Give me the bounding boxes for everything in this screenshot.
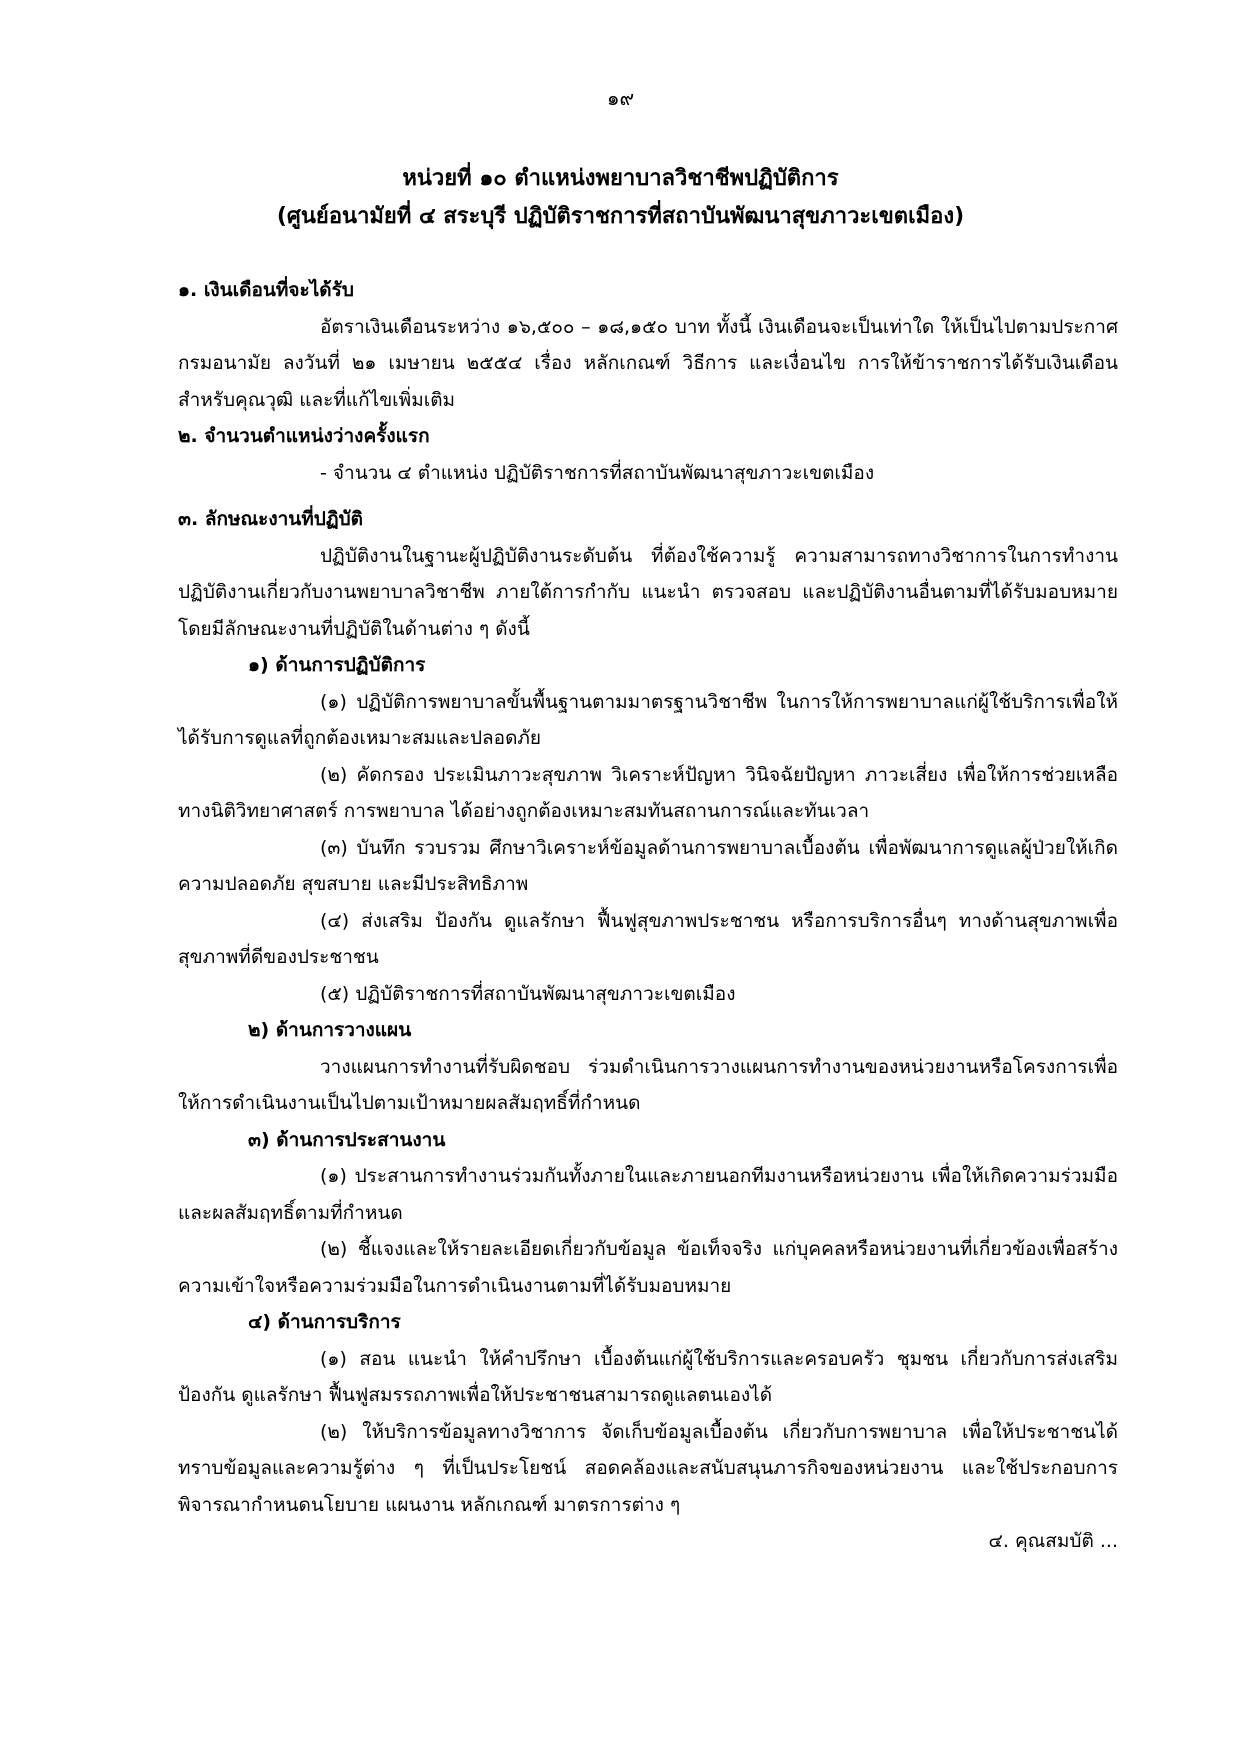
planning-paragraph: วางแผนการทำงานที่รับผิดชอบ ร่วมดำเนินการวางแผนการทำงานของหน่วยงานหรือโครงการเพื่อให้การดำเนินงานเป็นไปตามเป้าหมายผลสัมฤทธิ์ที่กำหนด (178, 1055, 1118, 1114)
service-item-1: (๑) สอน แนะนำ ให้คำปรึกษา เบื้องต้นแก่ผู้ใช้บริการและครอบครัว ชุมชน เกี่ยวกับการส่งเสริม ป้องกัน ดูแลรักษา ฟื้นฟูสมรรถภาพเพื่อให้ประชาชนสามารถดูแลตนเองได้ (178, 1347, 1118, 1406)
document-body (178, 272, 1118, 1560)
subheading-planning: ๒) ด้านการวางแผน (248, 1019, 412, 1041)
vacancies-item: - จำนวน ๔ ตำแหน่ง ปฏิบัติราชการที่สถาบันพัฒนาสุขภาวะเขตเมือง (320, 461, 875, 484)
coordination-item-1: (๑) ประสานการทำงานร่วมกันทั้งภายในและภายนอกทีมงานหรือหน่วยงาน เพื่อให้เกิดความร่วมมือและผลสัมฤทธิ์ตามที่กำหนด (178, 1165, 1118, 1224)
page-number: ๑๙ (606, 86, 635, 110)
operations-item-2: (๒) คัดกรอง ประเมินภาวะสุขภาพ วิเคราะห์ปัญหา วินิจฉัยปัญหา ภาวะเสี่ยง เพื่อให้การช่วยเหลือทางนิติวิทยาศาสตร์ การพยาบาล ได้อย่างถูกต้องเหมาะสมทันสถานการณ์และทันเวลา (178, 763, 1118, 822)
operations-item-5: (๕) ปฏิบัติราชการที่สถาบันพัฒนาสุขภาวะเขตเมือง (320, 982, 736, 1005)
salary-paragraph: อัตราเงินเดือนระหว่าง ๑๖,๕๐๐ – ๑๘,๑๕๐ บาท ทั้งนี้ เงินเดือนจะเป็นเท่าใด ให้เป็นไปตามประกาศกรมอนามัย ลงวันที่ ๒๑ เมษายน ๒๕๕๔ เรื่อง หลักเกณฑ์ วิธีการ และเงื่อนไข การให้ข้าราชการได้รับเงินเดือนสำหรับคุณวุฒิ และที่แก้ไขเพิ่มเติม (178, 315, 1118, 411)
operations-item-1: (๑) ปฏิบัติการพยาบาลขั้นพื้นฐานตามมาตรฐานวิชาชีพ ในการให้การพยาบาลแก่ผู้ใช้บริการเพื่อให้ได้รับการดูแลที่ถูกต้องเหมาะสมและปลอดภัย (178, 690, 1118, 749)
page-title: หน่วยที่ ๑๐ ตำแหน่งพยาบาลวิชาชีพปฏิบัติการ (402, 166, 839, 191)
service-item-2: (๒) ให้บริการข้อมูลทางวิชาการ จัดเก็บข้อมูลเบื้องต้น เกี่ยวกับการพยาบาล เพื่อให้ประชาชนได้ทราบข้อมูลและความรู้ต่าง ๆ ที่เป็นประโยชน์ สอดคล้องและสนับสนุนภารกิจของหน่วยงาน และใช้ประกอบการพิจารณากำหนดนโยบาย แผนงาน หลักเกณฑ์ มาตรการต่าง ๆ (178, 1420, 1118, 1516)
section-heading-salary: ๑. เงินเดือนที่จะได้รับ (178, 279, 354, 301)
subheading-operations: ๑) ด้านการปฏิบัติการ (248, 654, 426, 676)
continuation-note: ๔. คุณสมบัติ ... (988, 1530, 1118, 1552)
section-heading-duties: ๓. ลักษณะงานที่ปฏิบัติ (178, 508, 363, 530)
operations-item-3: (๓) บันทึก รวบรวม ศึกษาวิเคราะห์ข้อมูลด้านการพยาบาลเบื้องต้น เพื่อพัฒนาการดูแลผู้ป่วยให้เกิดความปลอดภัย สุขสบาย และมีประสิทธิภาพ (178, 836, 1118, 895)
subheading-service: ๔) ด้านการบริการ (248, 1311, 401, 1333)
section-heading-vacancies: ๒. จำนวนตำแหน่งว่างครั้งแรก (178, 425, 430, 447)
page-subtitle: (ศูนย์อนามัยที่ ๔ สระบุรี ปฏิบัติราชการที่สถาบันพัฒนาสุขภาวะเขตเมือง) (276, 204, 965, 229)
coordination-item-2: (๒) ชี้แจงและให้รายละเอียดเกี่ยวกับข้อมูล ข้อเท็จจริง แก่บุคคลหรือหน่วยงานที่เกี่ยวข้องเพื่อสร้างความเข้าใจหรือความร่วมมือในการดำเนินงานตามที่ได้รับมอบหมาย (178, 1238, 1118, 1297)
duties-intro-paragraph: ปฏิบัติงานในฐานะผู้ปฏิบัติงานระดับต้น ที่ต้องใช้ความรู้ ความสามารถทางวิชาการในการทำงาน ปฏิบัติงานเกี่ยวกับงานพยาบาลวิชาชีพ ภายใต้การกำกับ แนะนำ ตรวจสอบ และปฏิบัติงานอื่นตามที่ได้รับมอบหมาย โดยมีลักษณะงานที่ปฏิบัติในด้านต่าง ๆ ดังนี้ (178, 544, 1118, 640)
operations-item-4: (๔) ส่งเสริม ป้องกัน ดูแลรักษา ฟื้นฟูสุขภาพประชาชน หรือการบริการอื่นๆ ทางด้านสุขภาพเพื่อสุขภาพที่ดีของประชาชน (178, 909, 1118, 968)
subheading-coordination: ๓) ด้านการประสานงาน (248, 1128, 446, 1151)
